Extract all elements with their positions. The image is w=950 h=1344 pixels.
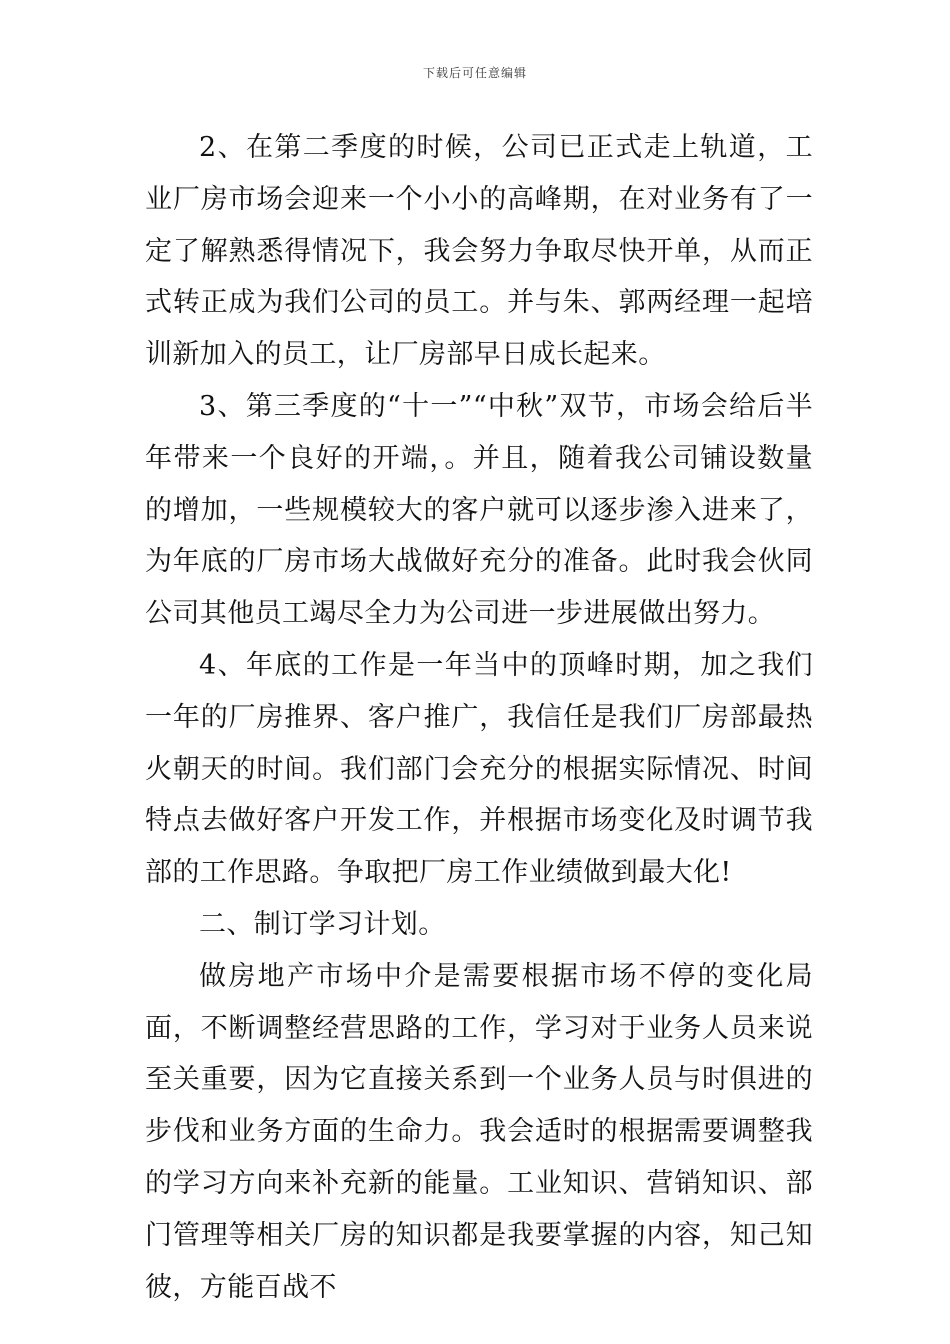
section-heading-learning-plan: 二、制订学习计划。 bbox=[199, 908, 446, 940]
page-header-note: 下载后可任意编辑 bbox=[422, 66, 527, 80]
document-body bbox=[145, 122, 813, 1313]
paragraph-learning-plan: 做房地产市场中介是需要根据市场不停的变化局面，不断调整经营思路的工作，学习对于业务人员来说至关重要，因为它直接关系到一个业务人员与时俱进的步伐和业务方面的生命力。我会适时的根据需要调整我的学习方向来补充新的能量。工业知识、营销知识、部门管理等相关厂房的知识都是我要掌握的内容，知己知彼，方能百战不 bbox=[145, 960, 813, 1303]
paragraph-year-end-plan: 4、年底的工作是一年当中的顶峰时期，加之我们一年的厂房推界、客户推广，我信任是我们厂房部最热火朝天的时间。我们部门会充分的根据实际情况、时间特点去做好客户开发工作，并根据市场变化及时调节我部的工作思路。争取把厂房工作业绩做到最大化! bbox=[145, 649, 813, 889]
paragraph-q3-plan: 3、第三季度的“十一”“中秋”双节，市场会给后半年带来一个良好的开端，。并且，随着我公司铺设数量的增加，一些规模较大的客户就可以逐步渗入进来了，为年底的厂房市场大战做好充分的准备。此时我会伙同公司其他员工竭尽全力为公司进一步进展做出努力。 bbox=[145, 390, 813, 630]
paragraph-q2-plan: 2、在第二季度的时候，公司已正式走上轨道，工业厂房市场会迎来一个小小的高峰期，在对业务有了一定了解熟悉得情况下，我会努力争取尽快开单，从而正式转正成为我们公司的员工。并与朱、郭两经理一起培训新加入的员工，让厂房部早日成长起来。 bbox=[145, 132, 813, 371]
